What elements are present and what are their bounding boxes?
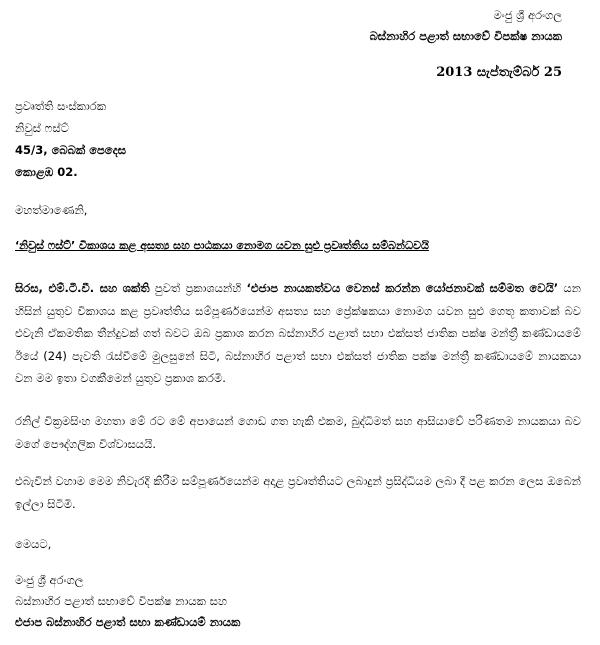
recipient-line-2: නිවුස් ෆස්ට් [15,121,69,135]
sender-name: මංජු ශ්‍රී අරංගල [493,8,562,22]
media-names: සිරස, එම්.ටී.වී. සහ ශක්ති [15,281,150,295]
recipient-line-3: 45/3, බෙබක් පෙදෙස [15,143,127,157]
body-paragraph-3: එබැවින් වහාම මෙම නිවැරදි කිරීම සම්පූර්ණයෙන්ම අදාළ ප්‍රවෘත්තියට ලබාදුන් ප්‍රසිද්ධියම ලබා දී පළ කරන ලෙස ඔබෙන් ඉල්ලා සිටිමි. [15,474,581,511]
closing: මෙයට, [15,537,52,551]
salutation: මහත්මාණෙනි, [15,203,88,217]
quoted-headline: ‘එජාප නායකත්වය වෙනස් කරන්න යෝජනාවක් සම්මත වෙයි’ [246,281,559,295]
body-paragraph-2: රනිල් වික්‍රමසිංහ මහතා මේ රට මේ අපායෙන් ගොඩ ගත හැකි එකම, බුද්ධිමත් සහ ආසියාවේ පරිණතම නායකයා බව මගේ පෞද්ගලික විශ්වාසයයි. [15,414,581,451]
recipient-line-4: කොළඹ 02. [15,165,78,179]
body-paragraph-1: සිරස, එම්.ටී.වී. සහ ශක්ති පුවත් ප්‍රකාශයන්හි ‘එජාප නායකත්වය වෙනස් කරන්න යෝජනාවක් සම්මත වෙයි’ යන හිසින් යුතුව විකාශය කළ ප්‍රවෘත්තිය සම්පූර්ණයෙන්ම අසත්‍ය සහ ප්‍රේක්ෂකයා නොමග යවන සුළු ගෙතූ කතාවක් බව එවැනි ඒකමතික තීන්දුවක් ගත් බවට ඔබ ප්‍රකාශ කරන බස්නාහිර පළාත් සභා එක්සත් ජාතික පක්ෂ මන්ත්‍රී කණ්ඩායමේ ඊයේ (24) පැවති රැස්වීමේ මුලසුනේ සිටි, බස්නාහිර පළාත් සභා එක්සත් ජාතික පක්ෂ මන්ත්‍රී කණ්ඩායමේ නායකයා වන මම ඉතා වගකීමෙන් යුතුව ප්‍රකාශ කරමි. [15,281,581,385]
subject-line: ‘නිවුස් ෆස්ට්’ විකාශය කළ අසත්‍ය සහ පාඨකයා නොමග යවන සුළු ප්‍රවෘත්තිය සම්බන්ධවයි [15,239,429,252]
signature-title-1: බස්නාහිර පළාත් සභාවේ විපක්ෂ නායක සහ [15,594,227,608]
sender-title: බස්නාහිර පළාත් සභාවේ විපක්ෂ නායක [369,29,562,43]
signature-title-2: එජාප බස්නාහිර පළාත් සභා කණ්ඩායම් නායක [15,615,241,629]
letter-date: 2013 සැප්තැම්බර් 25 [436,65,562,80]
recipient-line-1: ප්‍රවෘත්ති සංස්කාරක [15,99,107,113]
signature-name: මංජු ශ්‍රී අරංගල [15,573,84,587]
